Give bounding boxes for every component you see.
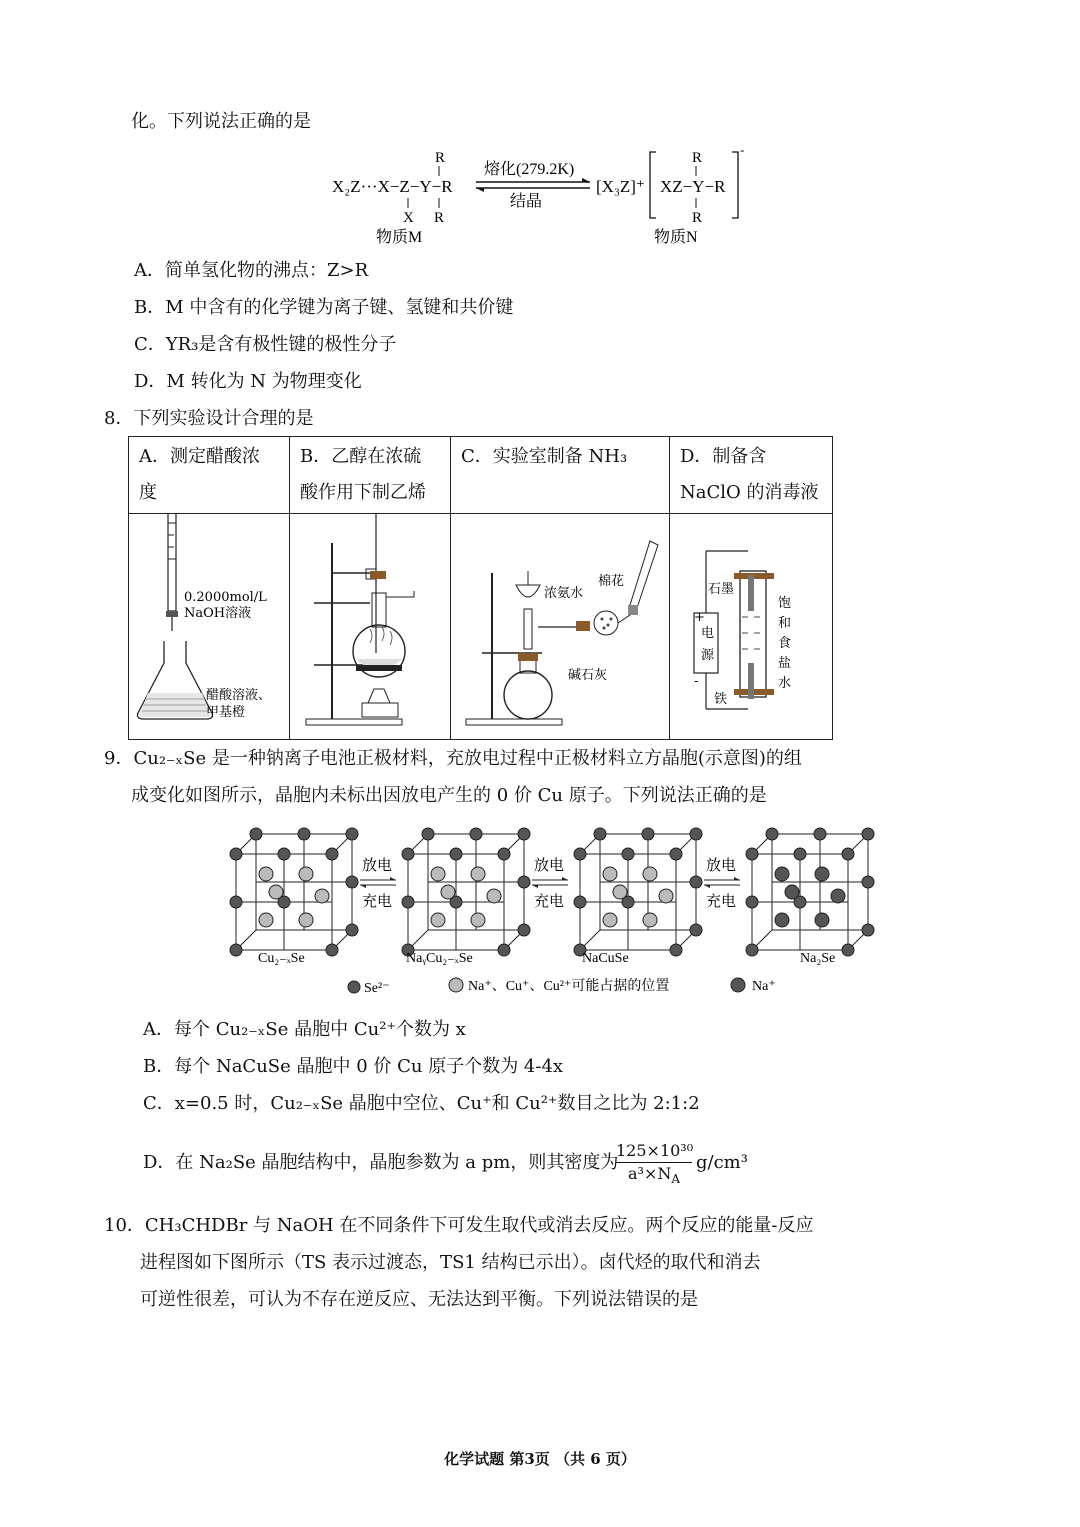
electrolysis-apparatus xyxy=(674,513,828,735)
fig-c-label-ammonia: 浓氨水 xyxy=(544,586,584,601)
q10-line1: 10．CH₃CHDBr 与 NaOH 在不同条件下可发生取代或消去反应。两个反应的能量-反应 xyxy=(104,1215,814,1236)
density-unit: g/cm³ xyxy=(696,1152,748,1173)
scheme-right-r-top: R xyxy=(692,150,703,166)
power-char-1: 电 xyxy=(701,626,715,641)
legend-na: Na⁺ xyxy=(752,979,776,994)
q9-option-d: D．在 Na₂Se 晶胞结构中，晶胞参数为 a pm，则其密度为 xyxy=(143,1152,619,1173)
scheme-right-r-bottom: R xyxy=(692,210,703,226)
scheme-left-x-bottom: X xyxy=(403,210,414,226)
svg-text:充电: 充电 xyxy=(362,894,393,910)
density-numerator: 125×10³⁰ xyxy=(616,1140,692,1163)
scheme-arrow-bottom: 结晶 xyxy=(510,193,543,210)
brine-char-3: 食 xyxy=(778,636,792,651)
arrow-1 xyxy=(360,856,396,910)
q8-header-a: A．测定醋酸浓 度 xyxy=(129,437,290,514)
svg-text:放电: 放电 xyxy=(534,858,565,874)
q7-reaction-scheme xyxy=(320,140,760,250)
cell-na2se xyxy=(746,828,874,956)
arrow-2 xyxy=(532,856,568,910)
q9-option-c: C．x=0.5 时，Cu₂₋ₓSe 晶胞中空位、Cu⁺和 Cu²⁺数目之比为 2:1:2 xyxy=(143,1093,700,1114)
titration-apparatus xyxy=(130,513,288,735)
brine-char-2: 和 xyxy=(778,616,792,631)
arrow-3 xyxy=(704,856,740,910)
cell-label-2: NaᵧCu₂₋ₓSe xyxy=(406,951,473,966)
cell-nacuse xyxy=(574,828,702,956)
graphite-label: 石墨 xyxy=(708,582,735,597)
density-fraction xyxy=(616,1140,692,1190)
scheme-left-formula: X₂Z···X−Z−Y−R xyxy=(332,177,453,196)
flask-label-2: 甲基橙 xyxy=(206,705,246,720)
scheme-left-r-top: R xyxy=(435,150,446,166)
scheme-left-r-bottom: R xyxy=(434,210,445,226)
flask-label-1: 醋酸溶液、 xyxy=(206,688,272,703)
svg-text:充电: 充电 xyxy=(534,894,565,910)
q8-header-b: B．乙醇在浓硫 酸作用下制乙烯 xyxy=(290,437,451,514)
cell-label-3: NaCuSe xyxy=(582,951,629,966)
brine-char-4: 盐 xyxy=(778,656,792,671)
scheme-right-anion: XZ−Y−R xyxy=(660,177,726,196)
brine-char-5: 水 xyxy=(778,676,792,691)
label-m: 物质M xyxy=(376,229,423,246)
page-footer: 化学试题 第3页 （共 6 页） xyxy=(444,1450,636,1468)
scheme-arrow-top: 熔化(279.2K) xyxy=(484,161,575,178)
power-char-2: 源 xyxy=(701,648,715,663)
q7-lead: 化。下列说法正确的是 xyxy=(131,111,311,132)
iron-label: 铁 xyxy=(714,692,728,707)
label-n: 物质N xyxy=(654,229,698,246)
q7-option-d: D．M 转化为 N 为物理变化 xyxy=(134,371,362,392)
density-denominator: $a^3\times N_A$ xyxy=(627,1164,681,1187)
q8-header-c: C．实验室制备 NH₃ xyxy=(451,437,670,514)
svg-text:充电: 充电 xyxy=(706,894,737,910)
q10-line3: 可逆性很差，可认为不存在逆反应、无法达到平衡。下列说法错误的是 xyxy=(140,1289,698,1310)
legend-se-marker xyxy=(348,981,360,993)
legend-na-marker xyxy=(731,978,745,992)
legend-se: Se²⁻ xyxy=(364,981,390,996)
q10-line2: 进程图如下图所示（TS 表示过渡态，TS1 结构已示出）。卤代烃的取代和消去 xyxy=(140,1252,761,1273)
svg-text:放电: 放电 xyxy=(362,858,393,874)
fig-c-label-soda-lime: 碱石灰 xyxy=(568,668,608,683)
q9-option-a: A．每个 Cu₂₋ₓSe 晶胞中 Cu²⁺个数为 x xyxy=(143,1019,466,1040)
brine-char-1: 饱 xyxy=(778,596,792,611)
scheme-right-cation: [X₃Z]⁺ xyxy=(596,177,645,196)
fig-c-label-cotton: 棉花 xyxy=(598,574,625,589)
ammonia-apparatus xyxy=(452,513,666,735)
q9-crystal-figure xyxy=(226,824,886,1000)
burette-label-1: 0.2000mol/L xyxy=(184,590,267,605)
scheme-right-charge: - xyxy=(740,142,745,157)
q8-header-d: D．制备含 NaClO 的消毒液 xyxy=(670,437,833,514)
q9-option-b: B．每个 NaCuSe 晶胞中 0 价 Cu 原子个数为 4-4x xyxy=(143,1056,564,1077)
legend-site-marker xyxy=(449,978,463,992)
cell-nay-cu2-xse xyxy=(402,828,530,956)
q9-stem-line2: 成变化如图所示，晶胞内未标出因放电产生的 0 价 Cu 原子。下列说法正确的是 xyxy=(131,785,767,806)
cell-label-1: Cu₂₋ₓSe xyxy=(258,951,305,966)
q8-stem: 8．下列实验设计合理的是 xyxy=(104,408,314,429)
q9-stem-line1: 9．Cu₂₋ₓSe 是一种钠离子电池正极材料，充放电过程中正极材料立方晶胞(示意图)的组 xyxy=(104,748,802,769)
legend-sites: Na⁺、Cu⁺、Cu²⁺可能占据的位置 xyxy=(468,979,670,994)
q7-option-c: C．YR₃是含有极性键的极性分子 xyxy=(134,334,397,355)
ethylene-apparatus xyxy=(292,513,448,735)
q7-option-b: B．M 中含有的化学键为离子键、氢键和共价键 xyxy=(134,297,514,318)
svg-text:放电: 放电 xyxy=(706,858,737,874)
cell-label-4: Na₂Se xyxy=(800,951,836,966)
burette-label-2: NaOH溶液 xyxy=(184,606,252,621)
power-plus: + xyxy=(694,610,705,625)
cell-cu2-xse xyxy=(230,828,358,956)
power-minus: - xyxy=(694,674,699,689)
q7-option-a: A．简单氢化物的沸点：Z>R xyxy=(134,260,369,281)
